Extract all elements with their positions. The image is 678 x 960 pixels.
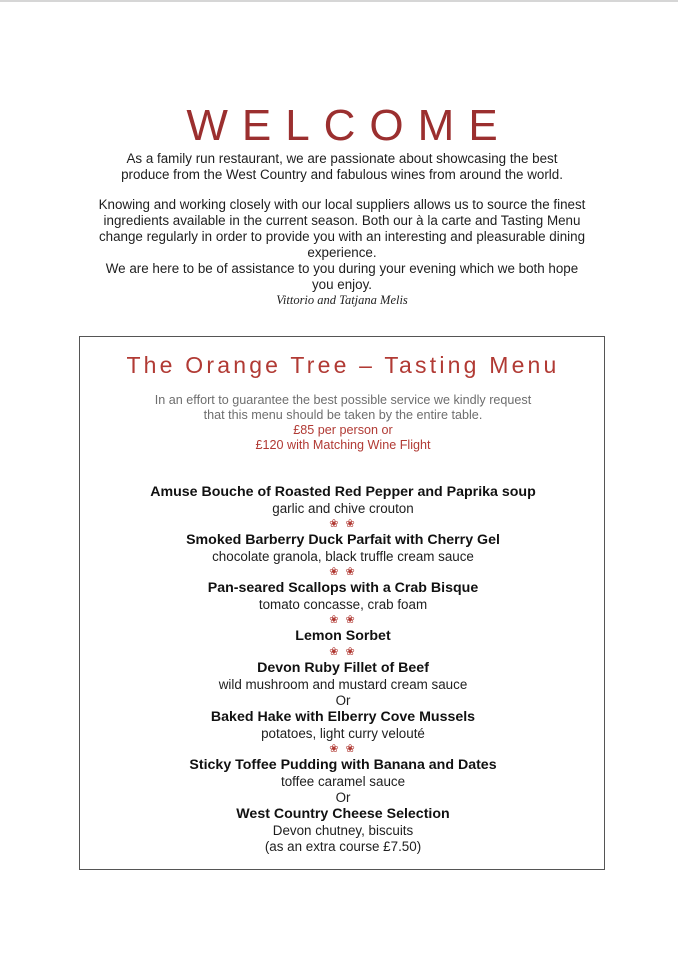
course-description: garlic and chive crouton bbox=[272, 501, 414, 516]
intro-line: change regularly in order to provide you with an interesting and pleasurable dining bbox=[98, 229, 586, 244]
intro-line: ingredients available in the current season. Both our à la carte and Tasting Menu bbox=[103, 213, 581, 228]
course-description: tomato concasse, crab foam bbox=[258, 597, 428, 612]
or-separator: Or bbox=[335, 693, 351, 708]
intro-line: experience. bbox=[307, 245, 377, 260]
top-border-line bbox=[0, 0, 678, 2]
course-description: wild mushroom and mustard cream sauce bbox=[218, 677, 468, 692]
course-description: Devon chutney, biscuits bbox=[272, 823, 414, 838]
course-name: Lemon Sorbet bbox=[295, 628, 391, 644]
or-separator: Or bbox=[335, 790, 351, 805]
course-name: Devon Ruby Fillet of Beef bbox=[257, 660, 429, 676]
course-description: potatoes, light curry velouté bbox=[261, 726, 425, 741]
intro-line: produce from the West Country and fabulous wines from around the world. bbox=[121, 167, 563, 182]
flourish-divider-icon: ❀ ❀ bbox=[329, 614, 357, 626]
course-name: West Country Cheese Selection bbox=[236, 806, 450, 822]
flourish-divider-icon: ❀ ❀ bbox=[329, 743, 357, 755]
owner-signature: Vittorio and Tatjana Melis bbox=[276, 293, 408, 307]
intro-line: We are here to be of assistance to you during your evening which we both hope bbox=[105, 261, 579, 276]
course-list bbox=[0, 484, 678, 855]
course-name: Baked Hake with Elberry Cove Mussels bbox=[210, 709, 476, 725]
table-notice bbox=[0, 393, 678, 423]
notice-line: that this menu should be taken by the entire table. bbox=[203, 408, 483, 422]
page-title: WELCOME bbox=[186, 101, 512, 150]
course-price-note: (as an extra course £7.50) bbox=[264, 839, 422, 854]
price-per-person: £85 per person or bbox=[293, 423, 393, 437]
intro-line: you enjoy. bbox=[311, 277, 373, 292]
course-name: Sticky Toffee Pudding with Banana and Dates bbox=[189, 757, 497, 773]
intro-text bbox=[60, 151, 624, 307]
price-wine-flight: £120 with Matching Wine Flight bbox=[255, 438, 431, 452]
flourish-divider-icon: ❀ ❀ bbox=[329, 518, 357, 530]
notice-line: In an effort to guarantee the best possible service we kindly request bbox=[154, 393, 532, 407]
paragraph-gap bbox=[60, 183, 624, 197]
course-name: Smoked Barberry Duck Parfait with Cherry Gel bbox=[186, 532, 500, 548]
flourish-divider-icon: ❀ ❀ bbox=[329, 566, 357, 578]
course-name: Pan-seared Scallops with a Crab Bisque bbox=[207, 580, 479, 596]
intro-line: As a family run restaurant, we are passionate about showcasing the best bbox=[126, 151, 558, 166]
course-name: Amuse Bouche of Roasted Red Pepper and Paprika soup bbox=[150, 484, 536, 500]
tasting-menu-title: The Orange Tree – Tasting Menu bbox=[126, 352, 560, 378]
course-description: toffee caramel sauce bbox=[280, 774, 406, 789]
course-description: chocolate granola, black truffle cream sauce bbox=[212, 549, 474, 564]
flourish-divider-icon: ❀ ❀ bbox=[329, 646, 357, 658]
intro-line: Knowing and working closely with our local suppliers allows us to source the finest bbox=[98, 197, 586, 212]
